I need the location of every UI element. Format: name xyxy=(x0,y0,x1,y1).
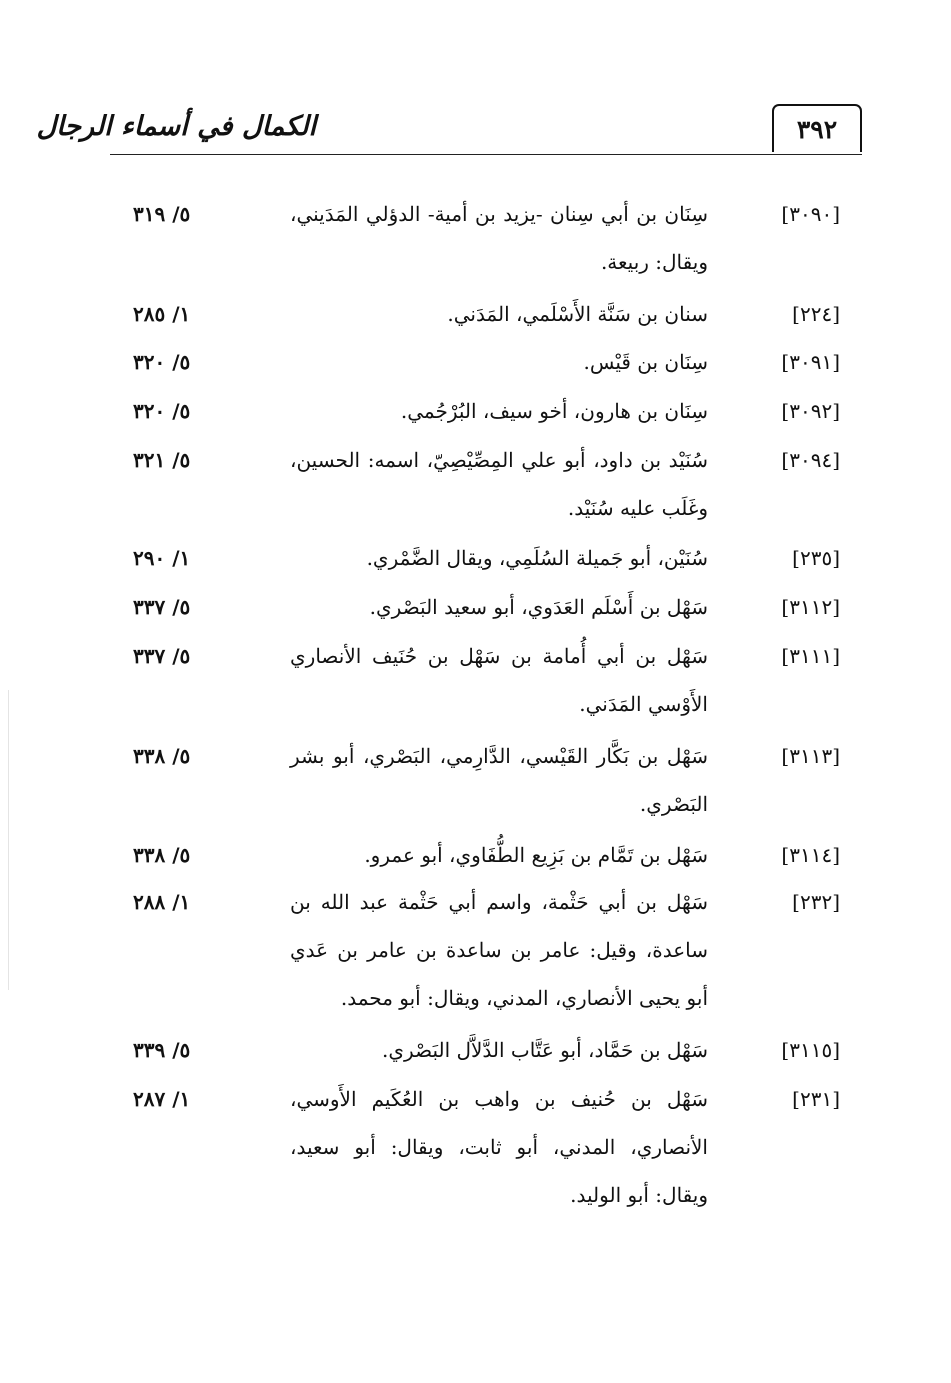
entry-id: [٣٠٩٢] xyxy=(781,399,840,423)
entry-text: سَهْل بن أبي أُمامة بن سَهْل بن حُنَيف الأنصاري الأَوْسي المَدَني. xyxy=(290,644,708,716)
entry-reference: ٥/ ٣٢١ xyxy=(133,448,191,472)
entry-text: سِنَان بن قَيْس. xyxy=(583,350,708,374)
entry-reference: ١/ ٢٨٥ xyxy=(133,302,191,326)
entry-text: سُنَيْد بن داود، أبو علي المِصِّيْصِيّ، اسمه: الحسين، وغَلَب عليه سُنَيْد. xyxy=(290,448,708,520)
entry-id: [٣١١٤] xyxy=(781,843,840,867)
entry-reference: ١/ ٢٨٨ xyxy=(133,890,191,914)
entry-text: سِنَان بن هارون، أخو سيف، البُرْجُمي. xyxy=(400,399,708,423)
entry-text: سُنَيْن، أبو جَميلة السُلَمِي، ويقال الضَّمْري. xyxy=(366,546,708,570)
entry-id: [٢٢٤] xyxy=(792,302,840,326)
entry-text: سَهْل بن أَسْلَم العَدَوي، أبو سعيد البَصْري. xyxy=(369,595,708,619)
entry-id: [٢٣٥] xyxy=(792,546,840,570)
entry-reference: ١/ ٢٨٧ xyxy=(133,1087,191,1111)
entry-reference: ٥/ ٣٢٠ xyxy=(133,350,191,374)
entry-id: [٣١١١] xyxy=(781,644,840,668)
entry-text: سَهْل بن بَكَّار القَيْسي، الدَّارِمي، البَصْري، أبو بشر البَصْري. xyxy=(290,744,708,816)
entry-text: سَهْل بن أبي حَثْمة، واسم أبي حَثْمة عبد الله بن ساعدة، وقيل: عامر بن ساعدة بن عامر بن عَدي أبو يحيى الأنصاري، المدني، ويقال: أبو محمد. xyxy=(290,890,708,1010)
entry-reference: ٥/ ٣٣٧ xyxy=(133,595,191,619)
entry-id: [٣١١٥] xyxy=(781,1038,840,1062)
entry-reference: ١/ ٢٩٠ xyxy=(133,546,191,570)
entry-text: سَهْل بن حُنيف بن واهب بن العُكَيم الأَوسي، الأنصاري، المدني، أبو ثابت، ويقال: أبو سعيد، ويقال: أبو الوليد. xyxy=(290,1087,708,1207)
book-title: الكمال في أسماء الرجال xyxy=(36,111,316,142)
entry-reference: ٥/ ٣٣٨ xyxy=(133,744,191,768)
entry-text: سَهْل بن تَمَّام بن بَزِيع الطُّفَاوي، أبو عمرو. xyxy=(364,843,708,867)
entry-id: [٢٣١] xyxy=(792,1087,840,1111)
entry-text: سَهْل بن حَمَّاد، أبو عَتَّاب الدَّلاَّل البَصْري. xyxy=(382,1038,708,1062)
page-number: ٣٩٢ xyxy=(772,104,862,152)
entry-reference: ٥/ ٣١٩ xyxy=(133,202,191,226)
entry-reference: ٥/ ٣٣٨ xyxy=(133,843,191,867)
entry-text: سنان بن سَنَّة الأَسْلَمي، المَدَني. xyxy=(447,302,708,326)
entry-id: [٣١١٣] xyxy=(781,744,840,768)
entry-id: [٣٠٩١] xyxy=(781,350,840,374)
entry-reference: ٥/ ٣٣٩ xyxy=(133,1038,191,1062)
entry-id: [٣٠٩٠] xyxy=(781,202,840,226)
entry-reference: ٥/ ٣٢٠ xyxy=(133,399,191,423)
entry-id: [٢٣٢] xyxy=(792,890,840,914)
entry-text: سِنَان بن أبي سِنان -يزيد بن أمية- الدؤلي المَدَيني، ويقال: ربيعة. xyxy=(290,202,708,274)
entry-reference: ٥/ ٣٣٧ xyxy=(133,644,191,668)
entry-id: [٣٠٩٤] xyxy=(781,448,840,472)
entry-id: [٣١١٢] xyxy=(781,595,840,619)
